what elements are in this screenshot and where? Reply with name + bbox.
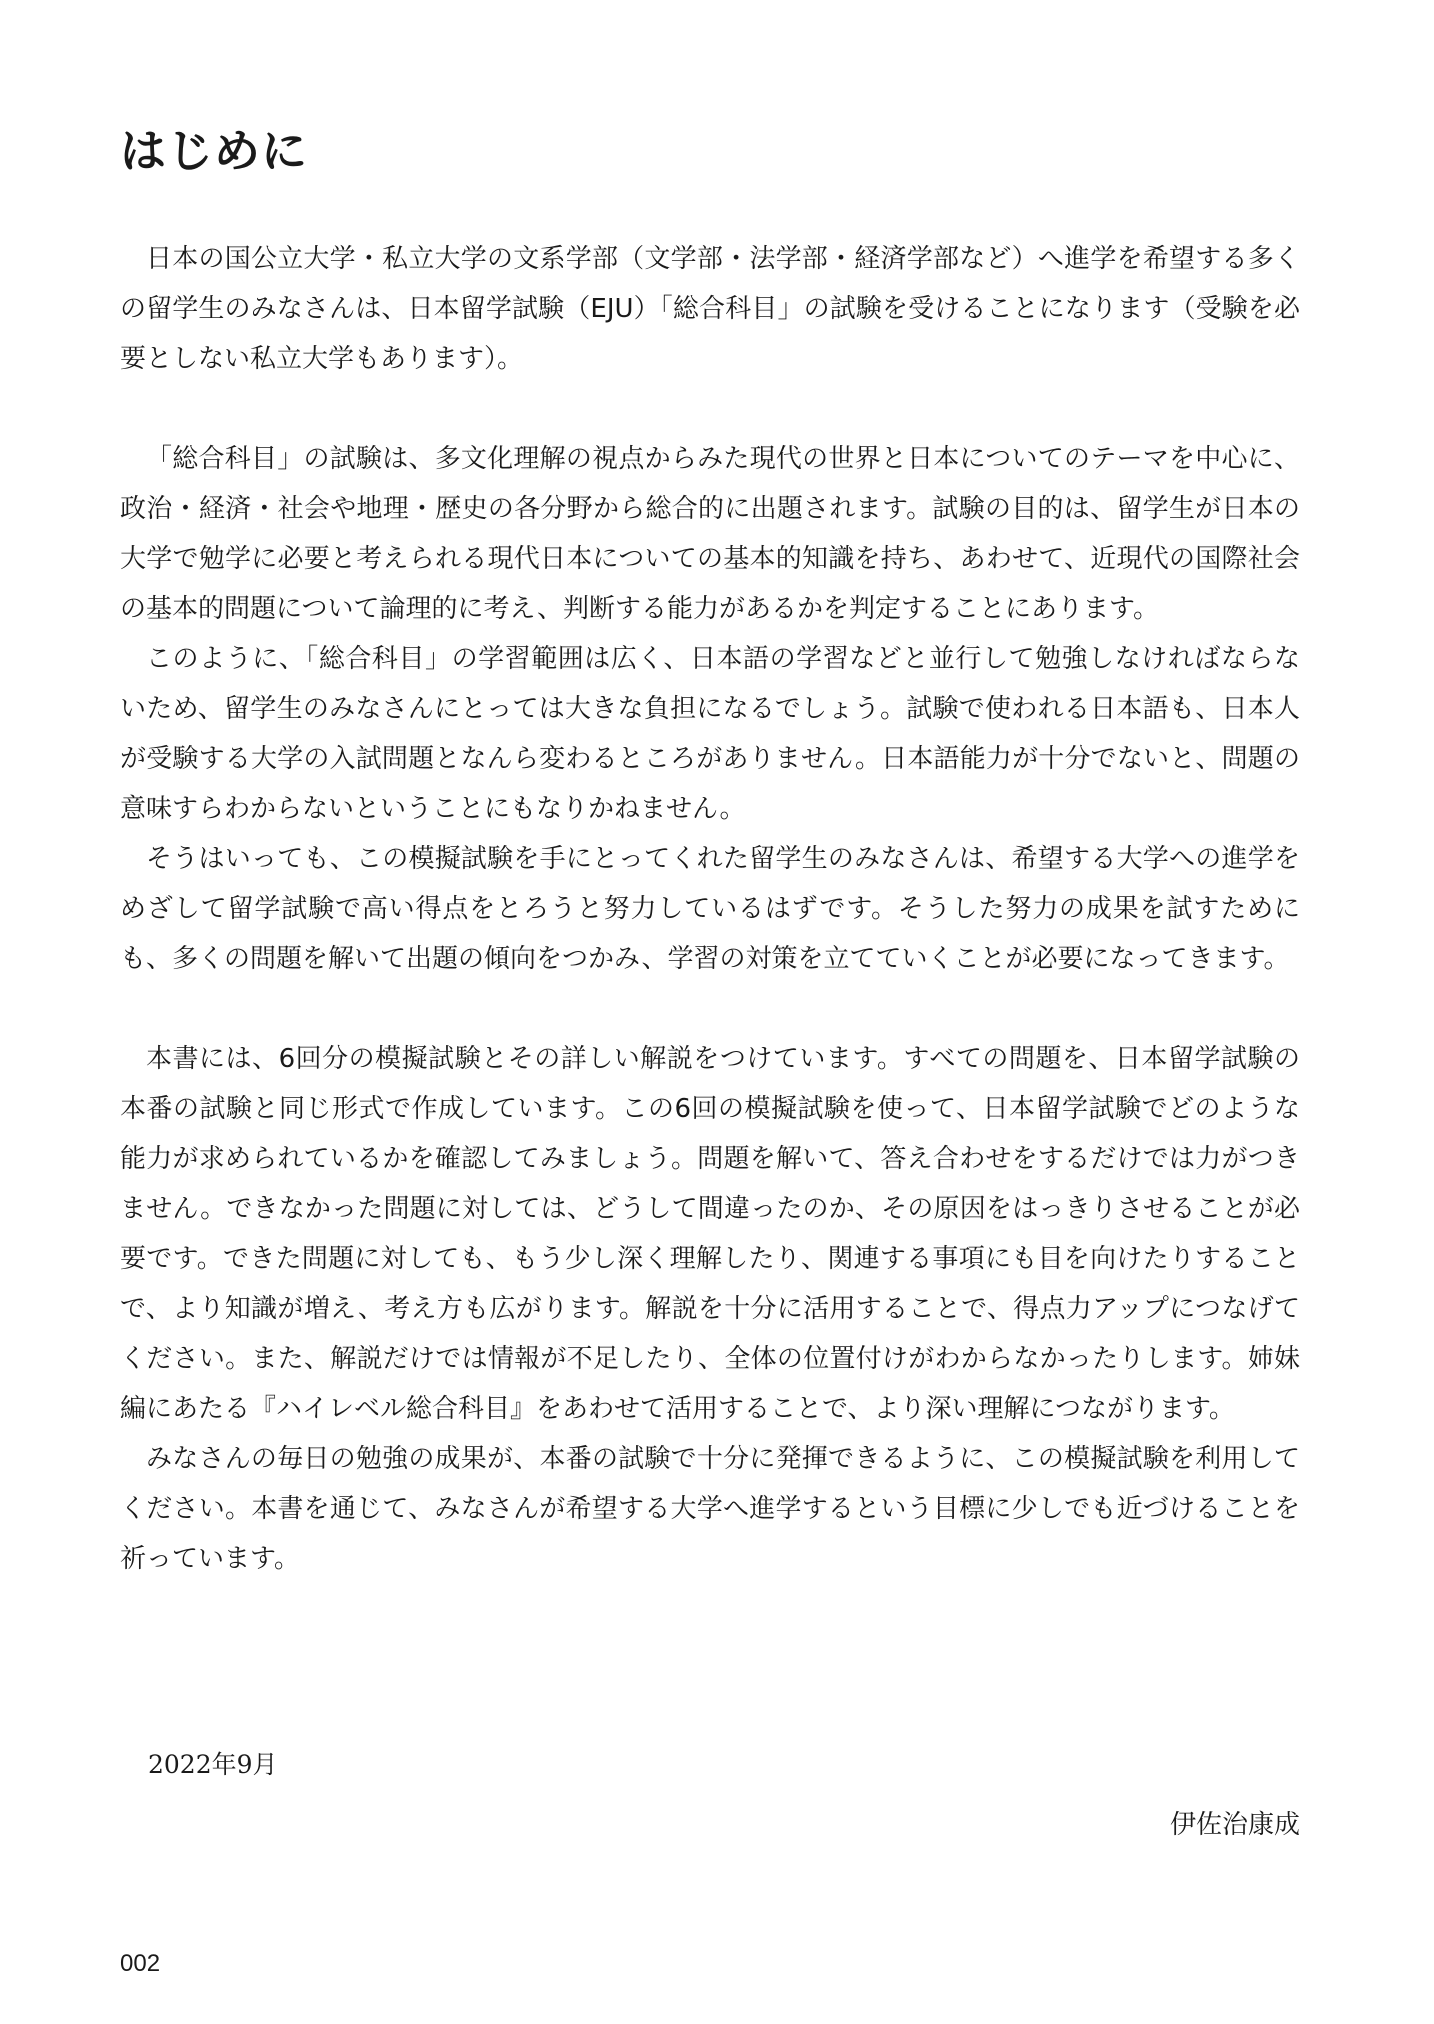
page-title: はじめに	[120, 124, 308, 178]
paragraph: このように、「総合科目」の学習範囲は広く、日本語の学習などと並行して勉強しなければならないため、留学生のみなさんにとっては大きな負担になるでしょう。試験で使われる日本語も、日本人が受験する大学の入試問題となんら変わるところがありません。日本語能力が十分でないと、問題の意味すらわからないということにもなりかねません。	[120, 644, 1300, 824]
paragraph-gap	[120, 384, 1300, 434]
body-text	[120, 234, 1300, 1584]
date: 2022年9月	[148, 1750, 278, 1779]
paragraph: みなさんの毎日の勉強の成果が、本番の試験で十分に発揮できるように、この模擬試験を利用してください。本書を通じて、みなさんが希望する大学へ進学するという目標に少しでも近づけることを祈っています。	[120, 1444, 1300, 1574]
paragraph: 「総合科目」の試験は、多文化理解の視点からみた現代の世界と日本についてのテーマを中心に、政治・経済・社会や地理・歴史の各分野から総合的に出題されます。試験の目的は、留学生が日本の大学で勉学に必要と考えられる現代日本についての基本的知識を持ち、あわせて、近現代の国際社会の基本的問題について論理的に考え、判断する能力があるかを判定することにあります。	[120, 444, 1300, 624]
author-name: 伊佐治康成	[1169, 1810, 1300, 1840]
paragraph: 本書には、6回分の模擬試験とその詳しい解説をつけています。すべての問題を、日本留学試験の本番の試験と同じ形式で作成しています。この6回の模擬試験を使って、日本留学試験でどのような能力が求められているかを確認してみましょう。問題を解いて、答え合わせをするだけでは力がつきません。できなかった問題に対しては、どうして間違ったのか、その原因をはっきりさせることが必要です。できた問題に対しても、もう少し深く理解したり、関連する事項にも目を向けたりすることで、より知識が増え、考え方も広がります。解説を十分に活用することで、得点力アップにつなげてください。また、解説だけでは情報が不足したり、全体の位置付けがわからなかったりします。姉妹編にあたる『ハイレベル総合科目』をあわせて活用することで、より深い理解につながります。	[120, 1044, 1300, 1424]
paragraph: 日本の国公立大学・私立大学の文系学部（文学部・法学部・経済学部など）へ進学を希望する多くの留学生のみなさんは、日本留学試験（EJU）「総合科目」の試験を受けることになります（受験を必要としない私立大学もあります）。	[120, 244, 1300, 374]
page-number: 002	[120, 1950, 161, 1977]
paragraph: そうはいっても、この模擬試験を手にとってくれた留学生のみなさんは、希望する大学への進学をめざして留学試験で高い得点をとろうと努力しているはずです。そうした努力の成果を試すためにも、多くの問題を解いて出題の傾向をつかみ、学習の対策を立てていくことが必要になってきます。	[120, 844, 1300, 974]
paragraph-gap	[120, 984, 1300, 1034]
